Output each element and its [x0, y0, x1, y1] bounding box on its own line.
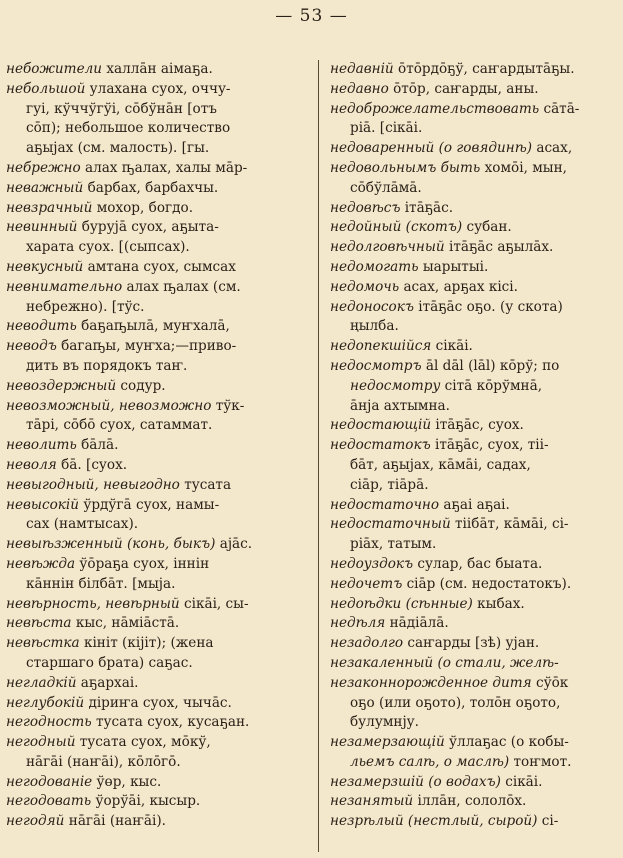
headword: недавно	[330, 80, 389, 97]
dictionary-line	[330, 595, 616, 615]
dictionary-line	[6, 218, 306, 238]
headword: недосмотръ	[330, 357, 422, 374]
dictionary-line	[330, 555, 616, 575]
dictionary-line	[6, 298, 306, 318]
dictionary-line	[6, 179, 306, 199]
translation-text: саҥарды [зѣ) ујан.	[403, 635, 540, 652]
headword: незадолго	[330, 635, 404, 652]
translation-text: iтāҕāс оҕо. (у скота)	[413, 298, 563, 315]
dictionary-line	[6, 496, 306, 516]
headword: невысокiй	[6, 496, 80, 513]
dictionary-line	[6, 812, 306, 832]
translation-text: оҕо (или оҕото), толōн оҕото,	[350, 694, 561, 711]
translation-text: дить въ порядокъ таҥ.	[26, 357, 188, 374]
dictionary-line	[6, 119, 306, 139]
dictionary-line	[330, 199, 616, 219]
translation-text: сулар, бас быата.	[413, 555, 543, 572]
headword: недоѣдки (сѣнные)	[330, 595, 473, 612]
dictionary-line	[330, 812, 616, 832]
dictionary-line	[6, 416, 306, 436]
headword: невнимательно	[6, 278, 123, 295]
dictionary-line	[6, 713, 306, 733]
translation-text: барбах, барбахчы.	[83, 179, 219, 196]
translation-text: старшаго брата) саҕас.	[26, 654, 193, 671]
dictionary-line	[330, 278, 616, 298]
dictionary-line	[330, 476, 616, 496]
translation-text: сiтā кōрўмнā,	[440, 377, 543, 394]
translation-text: халлāн аiмаҕа.	[102, 61, 213, 77]
translation-text: ōтōр, саҥарды, аны.	[388, 80, 539, 97]
headword: незамерзшiй (о водахъ)	[330, 773, 501, 790]
dictionary-line	[330, 258, 616, 278]
dictionary-line	[330, 515, 616, 535]
translation-text: булумнју.	[350, 714, 419, 731]
translation-text: содур.	[116, 377, 166, 394]
dictionary-line	[330, 357, 616, 377]
headword: недомочь	[330, 278, 400, 295]
dictionary-line	[6, 773, 306, 793]
dictionary-line	[330, 792, 616, 812]
headword: небольшой	[6, 80, 86, 97]
headword: невоздержный	[6, 377, 117, 394]
headword: недочетъ	[330, 575, 403, 592]
headword: негодованiе	[6, 773, 93, 790]
translation-text: асах,	[532, 140, 573, 157]
translation-text: нāгāi (наҥāi), кōлōгō.	[26, 753, 181, 770]
translation-text: iтāҕāс.	[400, 199, 454, 216]
headword: небожители	[6, 61, 103, 77]
headword: невѣста	[6, 615, 72, 632]
headword: недомогать	[330, 258, 419, 275]
translation-text: āнја ахтымна.	[350, 397, 450, 414]
column-divider	[318, 60, 319, 852]
dictionary-line	[330, 298, 616, 318]
translation-text: ōтōрдōҕў, саҥардытāҕы.	[393, 61, 575, 77]
translation-text: бурујā суох, аҕыта-	[77, 219, 219, 236]
headword: невѣжда	[6, 555, 76, 572]
headword: невыгодный, невыгодно	[6, 476, 180, 493]
headword: недавнiй	[330, 61, 394, 77]
translation-text: аҕархаi.	[76, 674, 139, 691]
headword: незаконнорожденное дитя	[330, 674, 532, 691]
dictionary-line	[330, 535, 616, 555]
dictionary-line	[6, 159, 306, 179]
translation-text: мохор, богдо.	[92, 199, 194, 216]
translation-text: ўллаҕас (о кобы-	[444, 734, 569, 751]
dictionary-line	[330, 436, 616, 456]
headword: недостаточно	[330, 496, 440, 513]
translation-text: ўөр, кыс.	[92, 773, 162, 790]
headword: недостатокъ	[330, 437, 431, 454]
headword: недоброжелательствовать	[330, 100, 540, 117]
dictionary-line	[330, 317, 616, 337]
translation-text: нāгāi (наҥāi).	[64, 813, 166, 830]
headword: негодность	[6, 714, 92, 731]
headword: невзрачный	[6, 199, 93, 216]
dictionary-line	[330, 773, 616, 793]
headword: недовольнымъ быть	[330, 159, 481, 176]
translation-text: сiкāi.	[431, 338, 473, 355]
translation-text: гуi, кўччўгўi, сōбўнāн [отъ	[26, 100, 217, 117]
dictionary-line	[330, 80, 616, 100]
headword: негладкiй	[6, 674, 77, 691]
translation-text: ўōраҕа суох, iннiн	[75, 555, 210, 572]
dictionary-line	[6, 753, 306, 773]
translation-text: тўк-	[211, 397, 245, 414]
dictionary-line	[6, 515, 306, 535]
translation-text: ајāс.	[215, 536, 253, 553]
dictionary-line	[6, 654, 306, 674]
headword: недостаточный	[330, 516, 451, 533]
dictionary-line	[6, 258, 306, 278]
dictionary-line	[330, 397, 616, 417]
left-column	[6, 60, 306, 832]
translation-text: баҕаҧылā, муҥхалā,	[76, 318, 230, 335]
dictionary-line	[6, 792, 306, 812]
dictionary-line	[330, 753, 616, 773]
headword: невкусный	[6, 258, 84, 275]
translation-text: алах ҧалах (см.	[122, 278, 241, 295]
dictionary-line	[6, 278, 306, 298]
translation-text: iтāҕāс, суох.	[431, 417, 524, 434]
headword: невинный	[6, 219, 78, 236]
translation-text: харата суох. [(сыпсах).	[26, 239, 190, 256]
translation-text: субан.	[462, 219, 512, 236]
dictionary-line	[6, 436, 306, 456]
headword: невозможный, невозможно	[6, 397, 212, 414]
dictionary-line	[6, 555, 306, 575]
dictionary-line	[330, 119, 616, 139]
translation-text: небрежно). [тўс.	[26, 298, 145, 315]
translation-text: тусата	[179, 476, 232, 493]
headword: небрежно	[6, 159, 81, 176]
translation-text: кыс, нāмiāстā.	[71, 615, 180, 632]
dictionary-line	[330, 377, 616, 397]
headword: льемъ салѣ, о маслѣ)	[350, 753, 510, 770]
dictionary-line	[6, 674, 306, 694]
dictionary-line	[330, 60, 616, 80]
dictionary-line	[330, 238, 616, 258]
translation-text: сāтā-	[539, 100, 580, 117]
dictionary-line	[330, 674, 616, 694]
headword: незамерзающiй	[330, 734, 445, 751]
dictionary-line	[6, 733, 306, 753]
headword: недопекшiйся	[330, 338, 432, 355]
translation-text: нāдiāлā.	[385, 615, 449, 632]
dictionary-line	[330, 100, 616, 120]
dictionary-line	[330, 634, 616, 654]
translation-text: алах ҧалах, халы мāр-	[80, 159, 248, 176]
translation-text: бāт, аҕыјах, кāмāi, садах,	[350, 456, 531, 473]
dictionary-line	[330, 456, 616, 476]
dictionary-line	[6, 456, 306, 476]
dictionary-line	[6, 337, 306, 357]
translation-text: кāннiн бiлбāт. [мыја.	[26, 575, 176, 592]
translation-text: тусата суох, кусаҕан.	[91, 714, 250, 731]
dictionary-line	[6, 317, 306, 337]
headword: недолговѣчный	[330, 239, 445, 256]
translation-text: сiкāi.	[500, 773, 543, 790]
translation-text: iтāҕāс аҕылāх.	[444, 239, 554, 256]
translation-text: рiā. [сiкāi.	[350, 120, 423, 137]
translation-text: хомōi, мын,	[480, 159, 567, 176]
dictionary-line	[330, 337, 616, 357]
headword: неволить	[6, 437, 77, 454]
translation-text: ңылба.	[350, 318, 399, 335]
translation-text: тiiбāт, кāмāi, сi-	[450, 516, 569, 533]
headword: неважный	[6, 179, 84, 196]
dictionary-line	[330, 416, 616, 436]
dictionary-line	[330, 713, 616, 733]
headword: негодяй	[6, 813, 65, 830]
translation-text: ўорўāi, кысыр.	[91, 793, 201, 810]
translation-text: бā. [суох.	[56, 456, 128, 473]
translation-text: кiнiт (кiјiт); (жена	[79, 635, 214, 652]
translation-text: тусата суох, мōкў,	[75, 734, 211, 751]
dictionary-line	[330, 614, 616, 634]
translation-text: сах (намтысах).	[26, 516, 139, 533]
dictionary-line	[330, 179, 616, 199]
dictionary-line	[6, 397, 306, 417]
translation-text: сўōк	[531, 674, 569, 691]
dictionary-line	[330, 159, 616, 179]
headword: незакаленный (о стали, желѣ-	[330, 654, 559, 671]
dictionary-line	[6, 238, 306, 258]
headword: негодовать	[6, 793, 92, 810]
translation-text: улахана суох, оччу-	[85, 80, 231, 97]
headword: неводить	[6, 318, 77, 335]
page-number: — 53 —	[275, 6, 348, 26]
headword: неволя	[6, 456, 57, 473]
headword: негодный	[6, 734, 76, 751]
dictionary-line	[330, 733, 616, 753]
translation-text: ўрдўгā суох, намы-	[79, 496, 220, 513]
dictionary-line	[6, 80, 306, 100]
translation-text: кыбах.	[472, 595, 525, 612]
translation-text: сiкāi, сы-	[179, 595, 249, 612]
headword: неводъ	[6, 338, 57, 355]
headword: невыѣзженный (конь, быкъ)	[6, 536, 216, 553]
dictionary-line	[330, 694, 616, 714]
headword: недойный (скотъ)	[330, 219, 463, 236]
dictionary-line	[6, 595, 306, 615]
translation-text: сōп); небольшое количество	[26, 120, 231, 137]
dictionary-line	[330, 654, 616, 674]
dictionary-line	[330, 218, 616, 238]
translation-text: iтāҕāс, суох, тii-	[430, 437, 549, 454]
translation-text: тāрi, сōбō суох, сатаммат.	[26, 417, 213, 434]
translation-text: багаҧы, муҥха;—приво-	[56, 338, 237, 355]
dictionary-line	[330, 496, 616, 516]
translation-text: ыарытыi.	[418, 258, 489, 275]
headword: незанятый	[330, 793, 414, 810]
headword: недоносокъ	[330, 298, 414, 315]
translation-text: аҕаi аҕаi.	[439, 496, 510, 513]
translation-text: iллāн, сололōх.	[413, 793, 527, 810]
dictionary-line	[330, 575, 616, 595]
dictionary-line	[330, 139, 616, 159]
dictionary-line	[6, 357, 306, 377]
translation-text: дiриҥа суох, чычāс.	[84, 694, 232, 711]
headword: недовѣсъ	[330, 199, 401, 216]
dictionary-line	[6, 575, 306, 595]
right-column	[330, 60, 616, 832]
headword: неглубокiй	[6, 694, 85, 711]
headword: недосмотру	[350, 377, 441, 394]
translation-text: рiāх, татым.	[350, 536, 437, 553]
headword: недоваренный (о говядинѣ)	[330, 140, 533, 157]
dictionary-line	[6, 614, 306, 634]
translation-text: сiāр, тiāрā.	[350, 476, 429, 493]
dictionary-line	[6, 199, 306, 219]
translation-text: бāлā.	[76, 437, 119, 454]
translation-text: аҕыјах (см. малость). [гы.	[26, 140, 210, 157]
dictionary-line	[6, 377, 306, 397]
dictionary-line	[6, 100, 306, 120]
dictionary-line	[6, 634, 306, 654]
headword: недоуздокъ	[330, 555, 414, 572]
translation-text: асах, арҕах кiсi.	[399, 278, 518, 295]
headword: недѣля	[330, 615, 386, 632]
headword: невѣстка	[6, 635, 80, 652]
dictionary-line	[6, 139, 306, 159]
headword: недостающiй	[330, 417, 432, 434]
dictionary-line	[6, 60, 306, 80]
headword: незрѣлый (нестлый, сырой)	[330, 813, 538, 830]
translation-text: сiāр (см. недостатокъ).	[402, 575, 572, 592]
dictionary-line	[6, 694, 306, 714]
headword: невѣрность, невѣрный	[6, 595, 180, 612]
dictionary-line	[6, 476, 306, 496]
translation-text: амтана суох, сымсах	[83, 258, 236, 275]
translation-text: сōбўлāмā.	[350, 179, 422, 196]
dictionary-line	[6, 535, 306, 555]
translation-text: āl dāl (lāl) кōрў; по	[421, 357, 560, 374]
translation-text: сi-	[537, 813, 559, 830]
translation-text: тоҥмот.	[509, 753, 572, 770]
